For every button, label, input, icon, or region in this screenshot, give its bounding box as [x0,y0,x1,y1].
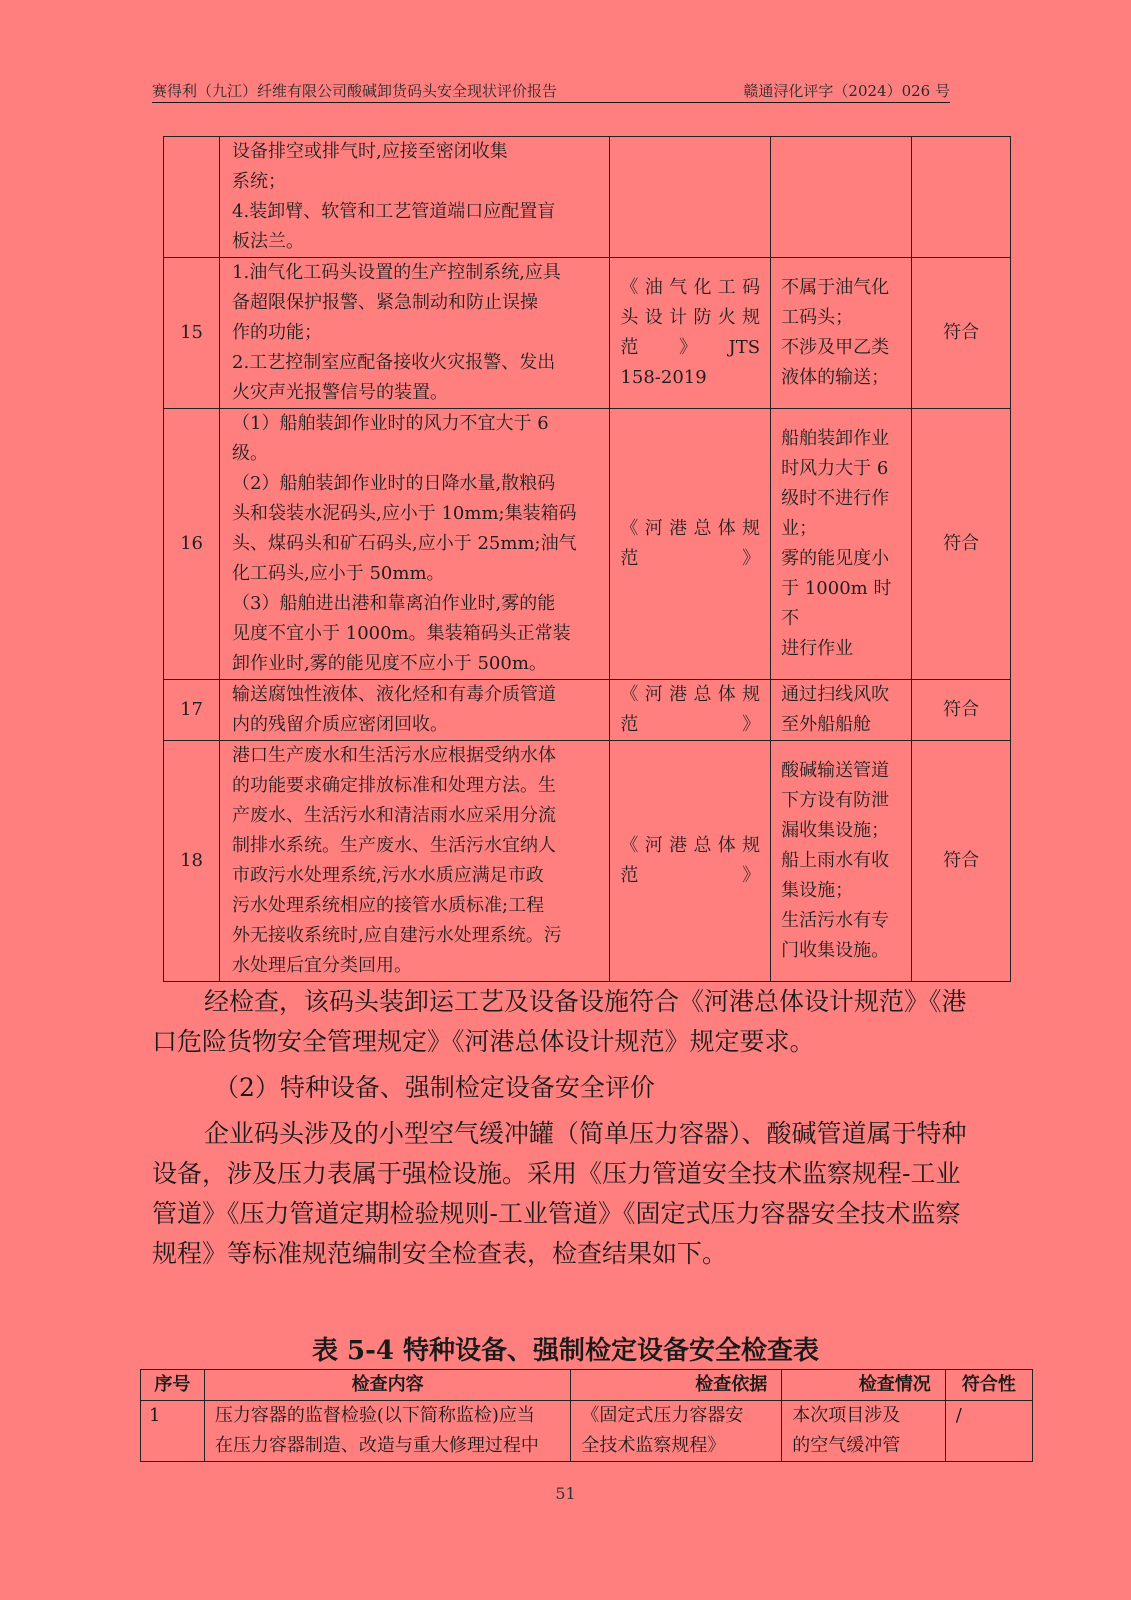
cell-line: 港口生产废水和生活污水应根据受纳水体 [232,745,557,766]
cell-content [220,680,610,741]
cell-line: 至外船船舱 [781,714,872,735]
cell-line: 时风力大于 6 [781,458,889,479]
cell-result: 符合 [912,741,1011,982]
cell-line: 化工码头,应小于 50mm。 [232,563,445,584]
header-cell-content: 检查内容 [204,1370,571,1401]
cell-no: 15 [164,258,220,409]
table-row [141,1401,1033,1462]
paragraph-line-2: 设备，涉及压力表属于强检设施。采用《压力管道安全技术监察规程-工业 [152,1159,961,1188]
table-caption: 表 5-4 特种设备、强制检定设备安全检查表 [311,1336,820,1366]
cell-line: 于 1000m 时不 [781,578,892,629]
cell-result: / [945,1401,1032,1462]
cell-status [771,409,912,680]
cell-line: 内的残留介质应密闭回收。 [232,714,449,735]
cell-line: 外无接收系统时,应自建污水处理系统。污 [232,925,562,946]
paragraph-line-1: 企业码头涉及的小型空气缓冲罐（简单压力容器）、酸碱管道属于特种 [204,1119,967,1148]
paragraph-line-4: 规程》等标准规范编制安全检查表，检查结果如下。 [152,1239,728,1268]
conclusion-paragraph [152,982,1022,1062]
cell-line: 生活污水有专 [781,910,890,931]
cell-line: （2）船舶装卸作业时的日降水量,散粮码 [232,473,556,494]
table-row [164,409,1011,680]
cell-no: 17 [164,680,220,741]
cell-no: 18 [164,741,220,982]
cell-line: 《油气化工码 [620,277,761,298]
cell-result: 符合 [912,680,1011,741]
cell-line: 备超限保护报警、紧急制动和防止误操 [232,292,539,313]
cell-status [771,258,912,409]
cell-line: 全技术监察规程》 [581,1435,726,1456]
cell-line: 的空气缓冲管 [792,1435,901,1456]
cell-line: 板法兰。 [232,231,305,252]
page-header [152,80,950,103]
cell-line: 在压力容器制造、改造与重大修理过程中 [214,1435,539,1456]
cell-line: 产废水、生活污水和清洁雨水应采用分流 [232,805,557,826]
cell-result: 符合 [912,409,1011,680]
cell-status [782,1401,946,1462]
header-title: 赛得利（九江）纤维有限公司酸碱卸货码头安全现状评价报告 [152,82,558,100]
cell-line: 158-2019 [620,367,707,388]
cell-content [220,741,610,982]
cell-basis [610,741,771,982]
cell-line: 范》 [620,548,761,569]
cell-line: 集设施； [781,880,854,901]
cell-line: 制排水系统。生产废水、生活污水宜纳人 [232,835,557,856]
cell-line: （3）船舶进出港和靠离泊作业时,雾的能 [232,593,556,614]
cell-result [912,137,1011,258]
cell-line: 头设计防火规 [620,307,761,328]
cell-line: 进行作业 [781,638,854,659]
cell-basis [610,680,771,741]
cell-line: 本次项目涉及 [792,1405,901,1426]
table-row [164,137,1011,258]
cell-line: 的功能要求确定排放标准和处理方法。生 [232,775,557,796]
cell-line: （1）船舶装卸作业时的风力不宜大于 6 [232,413,549,434]
cell-status [771,680,912,741]
cell-line: 设备排空或排气时,应接至密闭收集 [232,141,508,162]
cell-line: 范》 [620,714,761,735]
conclusion-line-2: 口危险货物安全管理规定》《河港总体设计规范》规定要求。 [152,1027,815,1056]
cell-line: 2.工艺控制室应配备接收火灾报警、发出 [232,352,556,373]
cell-line: 业； [781,518,818,539]
cell-line: 门收集设施。 [781,940,890,961]
cell-no: 16 [164,409,220,680]
table-header-row [141,1370,1033,1401]
cell-line: 压力容器的监督检验(以下简称监检)应当 [214,1405,535,1426]
cell-line: 市政污水处理系统,污水水质应满足市政 [232,865,544,886]
cell-content [220,137,610,258]
cell-line: 水处理后宜分类回用。 [232,955,413,976]
cell-line: 级时不进行作 [781,488,890,509]
cell-no [164,137,220,258]
table-row [164,680,1011,741]
cell-line: 级。 [232,443,269,464]
cell-line: 卸作业时,雾的能见度不应小于 500m。 [232,653,547,674]
cell-content [220,409,610,680]
cell-content [204,1401,571,1462]
cell-line: 不属于油气化 [781,277,890,298]
cell-line: 范 》 JTS [620,337,761,358]
header-cell-status: 检查情况 [782,1370,946,1401]
cell-basis [610,137,771,258]
cell-line: 作的功能； [232,322,323,343]
cell-line: 通过扫线风吹 [781,684,890,705]
cell-line: 《河港总体规 [620,518,761,539]
header-doc-number: 赣通浔化评字（2024）026 号 [743,82,950,100]
cell-line: 输送腐蚀性液体、液化烃和有毒介质管道 [232,684,557,705]
cell-line: 《河港总体规 [620,684,761,705]
cell-content [220,258,610,409]
table-row [164,258,1011,409]
cell-basis [610,258,771,409]
cell-line: 范》 [620,865,761,886]
cell-line: 船舶装卸作业 [781,428,890,449]
cell-line: 船上雨水有收 [781,850,890,871]
cell-line: 《固定式压力容器安 [581,1405,744,1426]
cell-no: 1 [141,1401,205,1462]
cell-basis [610,409,771,680]
cell-result: 符合 [912,258,1011,409]
cell-line: 液体的输送； [781,367,890,388]
page-number: 51 [555,1484,576,1503]
cell-line: 酸碱输送管道 [781,760,890,781]
cell-line: 《河港总体规 [620,835,761,856]
cell-line: 见度不宜小于 1000m。集装箱码头正常装 [232,623,571,644]
special-equipment-paragraph [152,1114,1022,1274]
special-equipment-table [140,1369,1033,1462]
cell-line: 1.油气化工码头设置的生产控制系统,应具 [232,262,561,283]
header-cell-basis: 检查依据 [571,1370,782,1401]
cell-line: 火灾声光报警信号的装置。 [232,382,449,403]
table-row [164,741,1011,982]
cell-line: 4.装卸臂、软管和工艺管道端口应配置盲 [232,201,556,222]
cell-line: 下方设有防泄 [781,790,890,811]
inspection-table-continued [163,136,1011,982]
cell-line: 头、煤码头和矿石码头,应小于 25mm;油气 [232,533,577,554]
cell-line: 不涉及甲乙类 [781,337,890,358]
cell-line: 漏收集设施； [781,820,890,841]
cell-line: 工码头； [781,307,854,328]
cell-line: 系统； [232,171,287,192]
cell-line: 雾的能见度小 [781,548,890,569]
section-subheading: （2）特种设备、强制检定设备安全评价 [214,1073,655,1102]
cell-basis [571,1401,782,1462]
cell-line: 头和袋装水泥码头,应小于 10mm;集装箱码 [232,503,577,524]
paragraph-line-3: 管道》《压力管道定期检验规则-工业管道》《固定式压力容器安全技术监察 [152,1199,961,1228]
cell-status [771,137,912,258]
header-cell-no: 序号 [141,1370,205,1401]
header-cell-result: 符合性 [945,1370,1032,1401]
cell-line: 污水处理系统相应的接管水质标准;工程 [232,895,545,916]
cell-status [771,741,912,982]
conclusion-line-1: 经检查，该码头装卸运工艺及设备设施符合《河港总体设计规范》《港 [204,987,967,1016]
